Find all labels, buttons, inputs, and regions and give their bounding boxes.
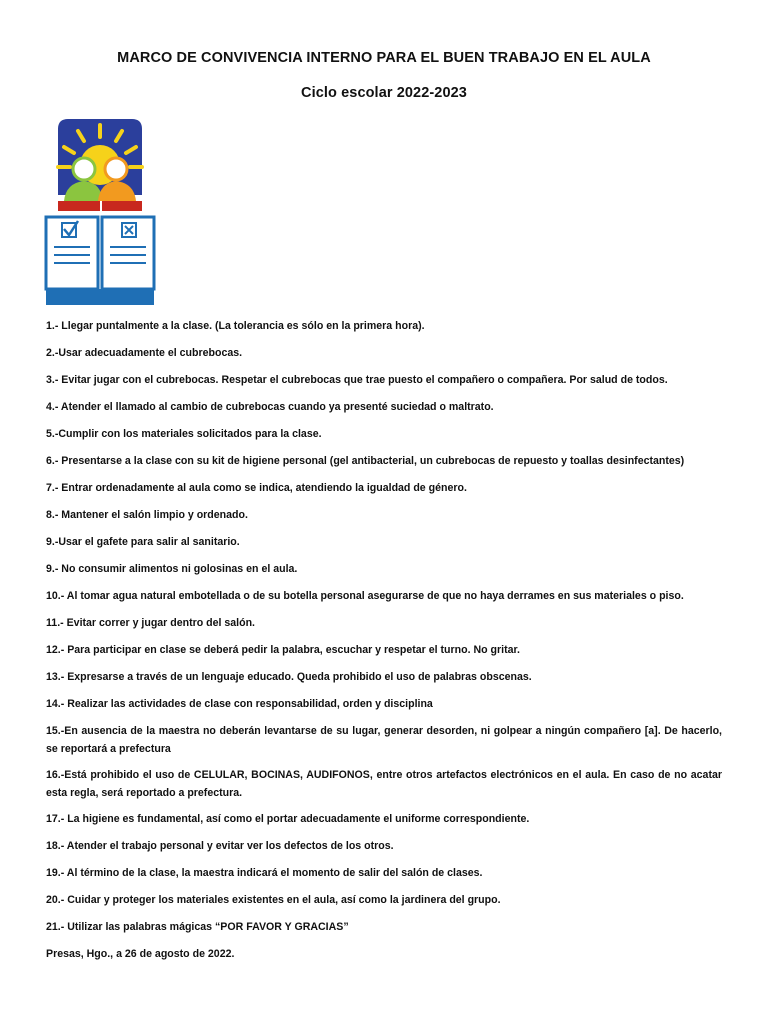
rule-item: 18.- Atender el trabajo personal y evitar ver los defectos de los otros. [46,840,394,852]
rule-item: 7.- Entrar ordenadamente al aula como se indica, atendiendo la igualdad de género. [46,482,467,494]
place-date: Presas, Hgo., a 26 de agosto de 2022. [46,948,235,960]
rule-item: 5.-Cumplir con los materiales solicitados para la clase. [46,428,322,440]
rule-item: 21.- Utilizar las palabras mágicas “POR FAVOR Y GRACIAS” [46,921,349,933]
rule-item: 2.-Usar adecuadamente el cubrebocas. [46,347,243,359]
rule-item: 20.- Cuidar y proteger los materiales existentes en el aula, así como la jardinera del grupo. [46,894,501,906]
logo-ribbon-right [102,201,142,211]
rule-item: 15.-En ausencia de la maestra no deberán levantarse de su lugar, generar desorden, ni golpear a ningún compañero [a]. De hacerlo, se reportará a prefectura [46,725,722,755]
logo-ribbon-left [58,201,100,211]
rule-item: 6.- Presentarse a la clase con su kit de higiene personal (gel antibacterial, un cubrebocas de repuesto y toallas desinfectantes) [46,455,685,467]
rule-item: 17.- La higiene es fundamental, así como el portar adecuadamente el uniforme correspondiente. [46,813,530,825]
rule-item: 3.- Evitar jugar con el cubrebocas. Respetar el cubrebocas que trae puesto el compañero o compañera. Por salud de todos. [46,374,668,386]
rule-item: 4.- Atender el llamado al cambio de cubrebocas cuando ya presenté suciedad o maltrato. [46,401,494,413]
rule-item: 12.- Para participar en clase se deberá pedir la palabra, escuchar y respetar el turno. No gritar. [46,644,520,656]
document-title: MARCO DE CONVIVENCIA INTERNO PARA EL BUEN TRABAJO EN EL AULA [117,50,651,66]
logo-book-cover [46,289,154,305]
rule-item: 13.- Expresarse a través de un lenguaje educado. Queda prohibido el uso de palabras obscenas. [46,671,532,683]
rule-item: 8.- Mantener el salón limpio y ordenado. [46,509,248,521]
rules-list [46,317,722,974]
logo-child-left-head [73,158,95,180]
logo-child-right-head [105,158,127,180]
document-subtitle: Ciclo escolar 2022-2023 [301,85,467,101]
school-logo-icon [44,117,156,309]
rule-item: 1.- Llegar puntalmente a la clase. (La tolerancia es sólo en la primera hora). [46,320,425,332]
rule-item: 9.- No consumir alimentos ni golosinas en el aula. [46,563,298,575]
rule-item: 10.- Al tomar agua natural embotellada o de su botella personal asegurarse de que no haya derrames en sus materiales o piso. [46,590,684,602]
rule-item: 16.-Está prohibido el uso de CELULAR, BOCINAS, AUDIFONOS, entre otros artefactos electrónicos en el aula. En caso de no acatar esta regla, será reportado a prefectura. [46,769,722,799]
rule-item: 9.-Usar el gafete para salir al sanitario. [46,536,240,548]
rule-item: 14.- Realizar las actividades de clase con responsabilidad, orden y disciplina [46,698,433,710]
rule-item: 19.- Al término de la clase, la maestra indicará el momento de salir del salón de clases. [46,867,483,879]
school-logo [44,117,156,309]
rule-item: 11.- Evitar correr y jugar dentro del salón. [46,617,256,629]
